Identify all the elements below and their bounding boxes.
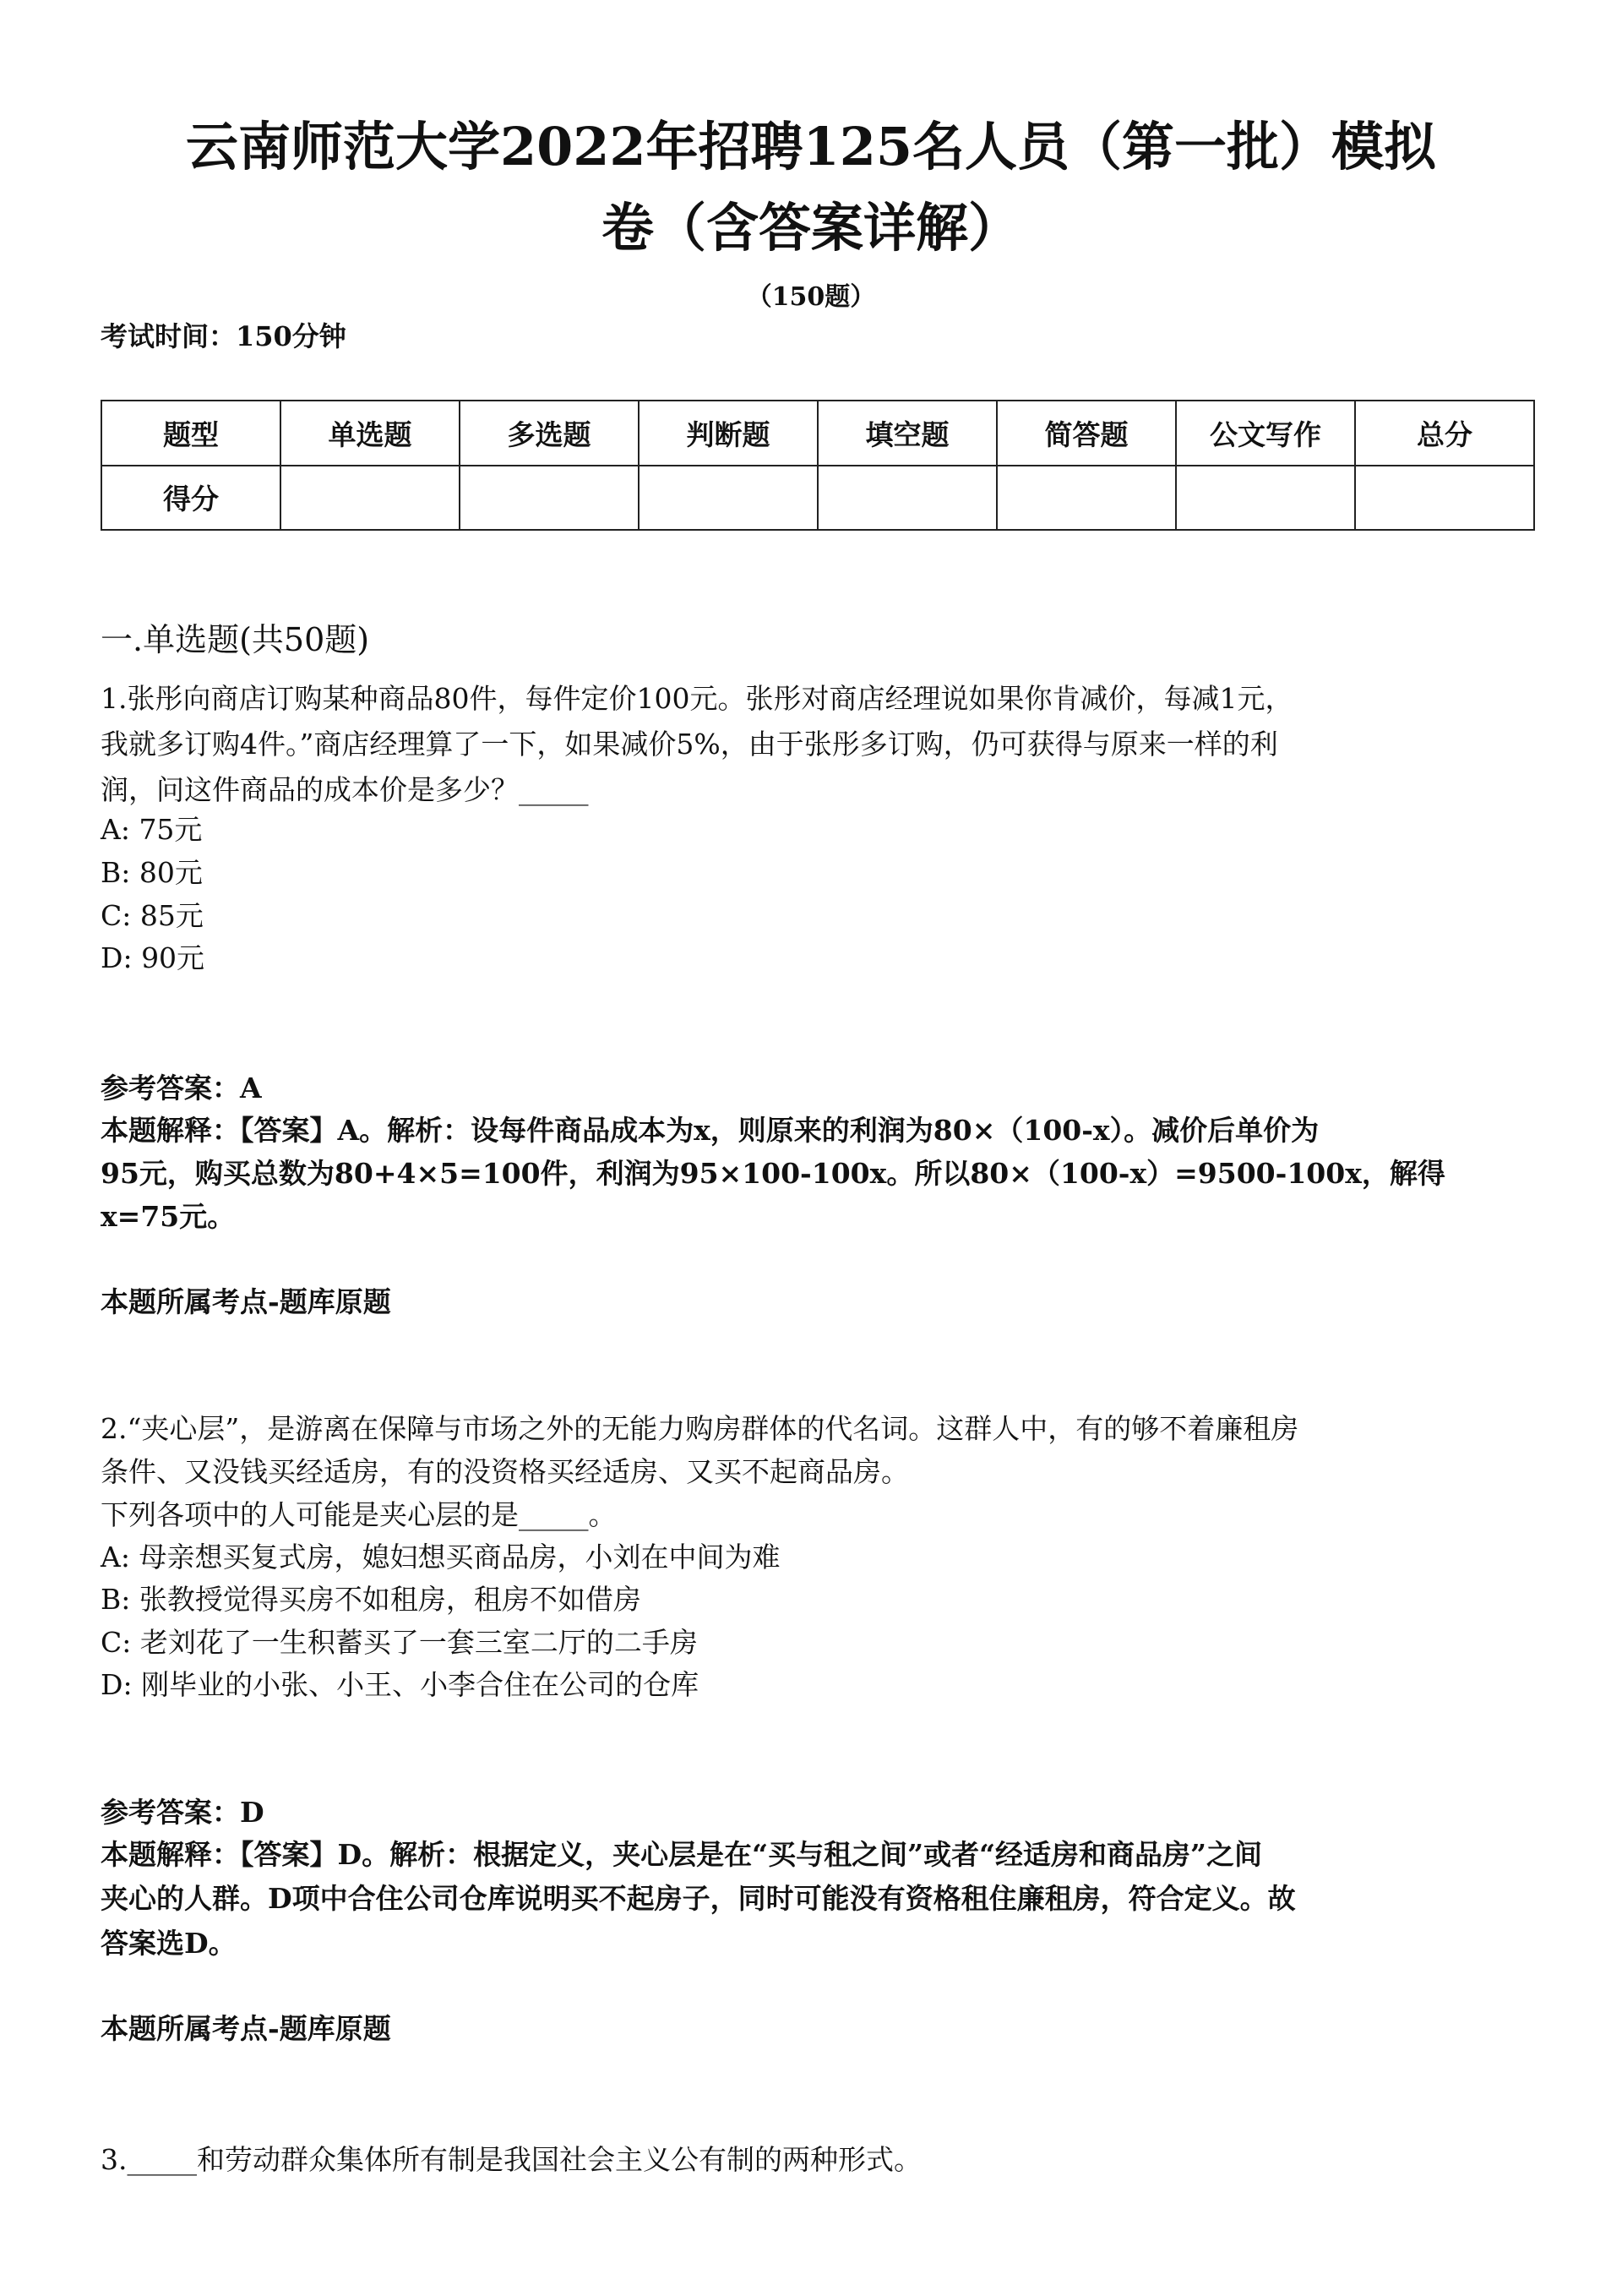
question-2-answer: 参考答案：D bbox=[101, 1796, 264, 1829]
question-count: （150题） bbox=[746, 282, 876, 312]
question-2-explanation: 答案选D。 bbox=[101, 1927, 237, 1960]
header-cell: 题型 bbox=[101, 401, 280, 466]
question-1-explanation: 95元，购买总数为80+4×5=100件，利润为95×100-100x。所以80×（100-x）=9500-100x，解得 bbox=[101, 1157, 1445, 1190]
question-1-text: 润，问这件商品的成本价是多少？_____ bbox=[101, 773, 589, 806]
question-2-explanation: 夹心的人群。D项中合住公司仓库说明买不起房子，同时可能没有资格租住廉租房，符合定义。故 bbox=[101, 1882, 1296, 1915]
question-2-text: 条件、又没钱买经适房，有的没资格买经适房、又买不起商品房。 bbox=[101, 1455, 909, 1488]
question-2-explanation: 本题解释：【答案】D。解析：根据定义，夹心层是在“买与租之间”或者“经适房和商品房”之间 bbox=[101, 1838, 1263, 1871]
score-table bbox=[101, 400, 1535, 531]
score-cell bbox=[280, 466, 460, 531]
section-title: 一.单选题(共50题) bbox=[101, 621, 370, 658]
header-cell: 简答题 bbox=[997, 401, 1176, 466]
score-cell bbox=[460, 466, 639, 531]
question-3-text: 3._____和劳动群众集体所有制是我国社会主义公有制的两种形式。 bbox=[101, 2143, 922, 2176]
question-2-text: 2.“夹心层”，是游离在保障与市场之外的无能力购房群体的代名词。这群人中，有的够不着廉租房 bbox=[101, 1412, 1299, 1445]
header-cell: 判断题 bbox=[639, 401, 818, 466]
score-cell bbox=[818, 466, 997, 531]
question-1-text: 我就多订购4件。”商店经理算了一下，如果减价5%，由于张彤多订购，仍可获得与原来一样的利 bbox=[101, 728, 1278, 761]
score-cell bbox=[997, 466, 1176, 531]
header-cell: 公文写作 bbox=[1176, 401, 1355, 466]
doc-title-line2: 卷（含答案详解） bbox=[601, 197, 1021, 259]
question-2-option-b: B: 张教授觉得买房不如租房，租房不如借房 bbox=[101, 1583, 641, 1616]
question-1-option-b: B: 80元 bbox=[101, 856, 203, 889]
header-cell: 单选题 bbox=[280, 401, 460, 466]
question-1-explanation: x=75元。 bbox=[101, 1200, 236, 1233]
score-table-header-row bbox=[101, 401, 1534, 466]
question-2-option-d: D: 刚毕业的小张、小王、小李合住在公司的仓库 bbox=[101, 1668, 699, 1701]
question-1-text: 1.张彤向商店订购某种商品80件，每件定价100元。张彤对商店经理说如果你肯减价，每减1元， bbox=[101, 682, 1293, 715]
header-cell: 填空题 bbox=[818, 401, 997, 466]
question-1-option-d: D: 90元 bbox=[101, 941, 205, 974]
question-2-option-c: C: 老刘花了一生积蓄买了一套三室二厅的二手房 bbox=[101, 1626, 698, 1659]
question-1-option-c: C: 85元 bbox=[101, 899, 204, 932]
score-cell bbox=[639, 466, 818, 531]
score-cell bbox=[1355, 466, 1534, 531]
doc-title-line1: 云南师范大学2022年招聘125名人员（第一批）模拟 bbox=[186, 116, 1436, 177]
header-cell: 多选题 bbox=[460, 401, 639, 466]
question-2-option-a: A: 母亲想买复式房，媳妇想买商品房，小刘在中间为难 bbox=[101, 1541, 781, 1573]
question-1-option-a: A: 75元 bbox=[101, 813, 203, 846]
question-1-source: 本题所属考点-题库原题 bbox=[101, 1285, 391, 1318]
score-row-label: 得分 bbox=[101, 466, 280, 531]
header-cell: 总分 bbox=[1355, 401, 1534, 466]
question-2-source: 本题所属考点-题库原题 bbox=[101, 2012, 391, 2045]
score-row bbox=[101, 466, 1534, 531]
question-1-explanation: 本题解释：【答案】A。解析：设每件商品成本为x，则原来的利润为80×（100-x）。减价后单价为 bbox=[101, 1114, 1320, 1147]
question-1-answer: 参考答案：A bbox=[101, 1072, 262, 1104]
score-cell bbox=[1176, 466, 1355, 531]
exam-time: 考试时间：150分钟 bbox=[101, 320, 346, 352]
question-2-text: 下列各项中的人可能是夹心层的是_____。 bbox=[101, 1498, 617, 1531]
